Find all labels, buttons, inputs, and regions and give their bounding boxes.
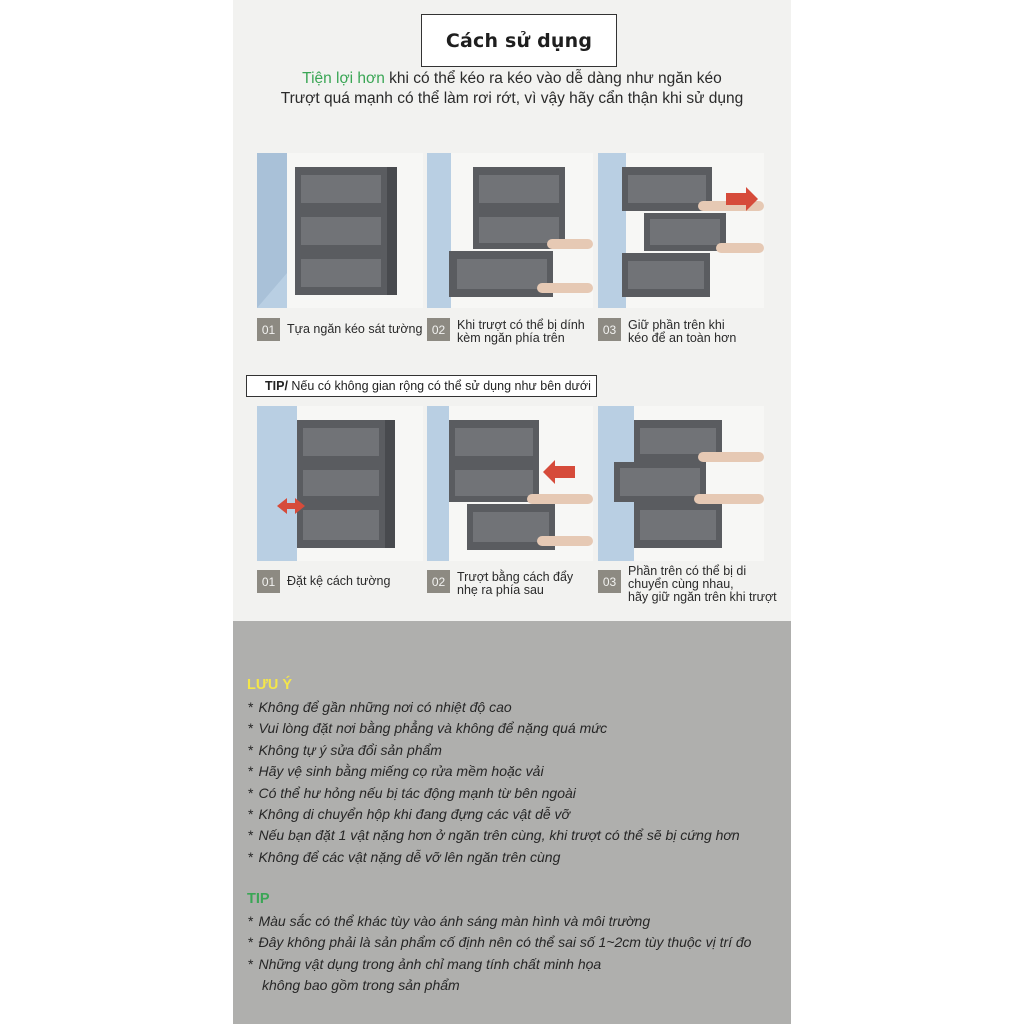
notes-heading: LƯU Ý [247,677,293,693]
list-item: * Không để gần những nơi có nhiệt độ cao [248,699,512,715]
tip-bar-label: TIP/ [265,379,288,393]
step-row1-2 [427,318,585,345]
list-item: * Những vật dụng trong ảnh chỉ mang tính chất minh họa [248,955,602,972]
bullet-star: * [248,934,254,951]
photo-row2-1 [257,406,423,561]
list-item: * Vui lòng đặt nơi bằng phẳng và không để nặng quá mức [248,720,608,737]
bullet-star: * [248,827,254,844]
step-text: Tựa ngăn kéo sát tường [287,322,423,336]
bullet-star: * [248,699,254,715]
step-number: 02 [427,318,450,341]
notes-list [248,697,740,868]
photo-row2-2 [427,406,593,561]
intro-line-1 [233,70,791,88]
list-item: * Không tự ý sửa đổi sản phẩm [248,741,442,758]
bullet-star: * [248,784,254,801]
photo-row2-3 [598,406,764,561]
step-text: Phần trên có thể bị di chuyển cùng nhau, hãy giữ ngăn trên khi trượt [628,564,777,604]
list-item: * Không di chuyển hộp khi đang đựng các vật dễ vỡ [248,805,571,822]
bullet-star: * [248,913,254,929]
instruction-page [233,0,791,1024]
list-item: * Hãy vệ sinh bằng miếng cọ rửa mềm hoặc vải [248,763,544,780]
step-number: 01 [257,570,280,593]
step-number: 03 [598,570,621,593]
bullet-star: * [248,741,254,758]
bullet-star: * [248,848,254,865]
tips-list [248,911,751,997]
step-row1-1 [257,318,422,341]
bullet-star: * [248,720,254,737]
intro-highlight: Tiện lợi hơn [302,70,385,87]
step-row1-3 [598,318,736,345]
title-box [421,14,617,67]
step-text: Giữ phần trên khi kéo để an toàn hơn [628,318,737,345]
step-number: 02 [427,570,450,593]
list-item: * Màu sắc có thể khác tùy vào ánh sáng màn hình và môi trường [248,913,651,929]
list-item: * Có thể hư hỏng nếu bị tác động mạnh từ bên ngoài [248,784,576,801]
tips-heading: TIP [247,891,270,907]
intro-line-2: Trượt quá mạnh có thể làm rơi rớt, vì vậy hãy cẩn thận khi sử dụng [280,90,744,107]
bullet-star: * [248,955,254,972]
photo-row1-1 [257,153,423,308]
step-row2-3 [598,564,777,604]
list-item: * Đây không phải là sản phẩm cố định nên có thể sai số 1~2cm tùy thuộc vị trí đo [248,934,752,951]
photo-row1-2 [427,153,593,308]
usage-panel [233,0,791,621]
intro-line-1-text: khi có thể kéo ra kéo vào dễ dàng như ngăn kéo [384,70,722,87]
step-number: 01 [257,318,280,341]
page-title: Cách sử dụng [445,29,593,52]
list-item-continuation: không bao gồm trong sản phẩm [262,977,460,994]
step-row2-2 [427,570,573,597]
step-text: Trượt bằng cách đẩy nhẹ ra phía sau [457,570,574,597]
bullet-star: * [248,763,254,780]
list-item: * Không để các vật nặng dễ vỡ lên ngăn trên cùng [248,848,561,865]
step-row2-1 [257,570,390,593]
step-number: 03 [598,318,621,341]
tip-bar [246,375,597,397]
bullet-star: * [248,805,254,822]
list-item: * Nếu bạn đặt 1 vật nặng hơn ở ngăn trên cùng, khi trượt có thể sẽ bị cứng hơn [248,827,740,844]
tip-bar-text: Nếu có không gian rộng có thể sử dụng như bên dưới [287,379,591,393]
photo-row1-3 [598,153,764,308]
step-text: Đặt kệ cách tường [287,574,391,588]
step-text: Khi trượt có thể bị dính kèm ngăn phía trên [457,318,585,345]
